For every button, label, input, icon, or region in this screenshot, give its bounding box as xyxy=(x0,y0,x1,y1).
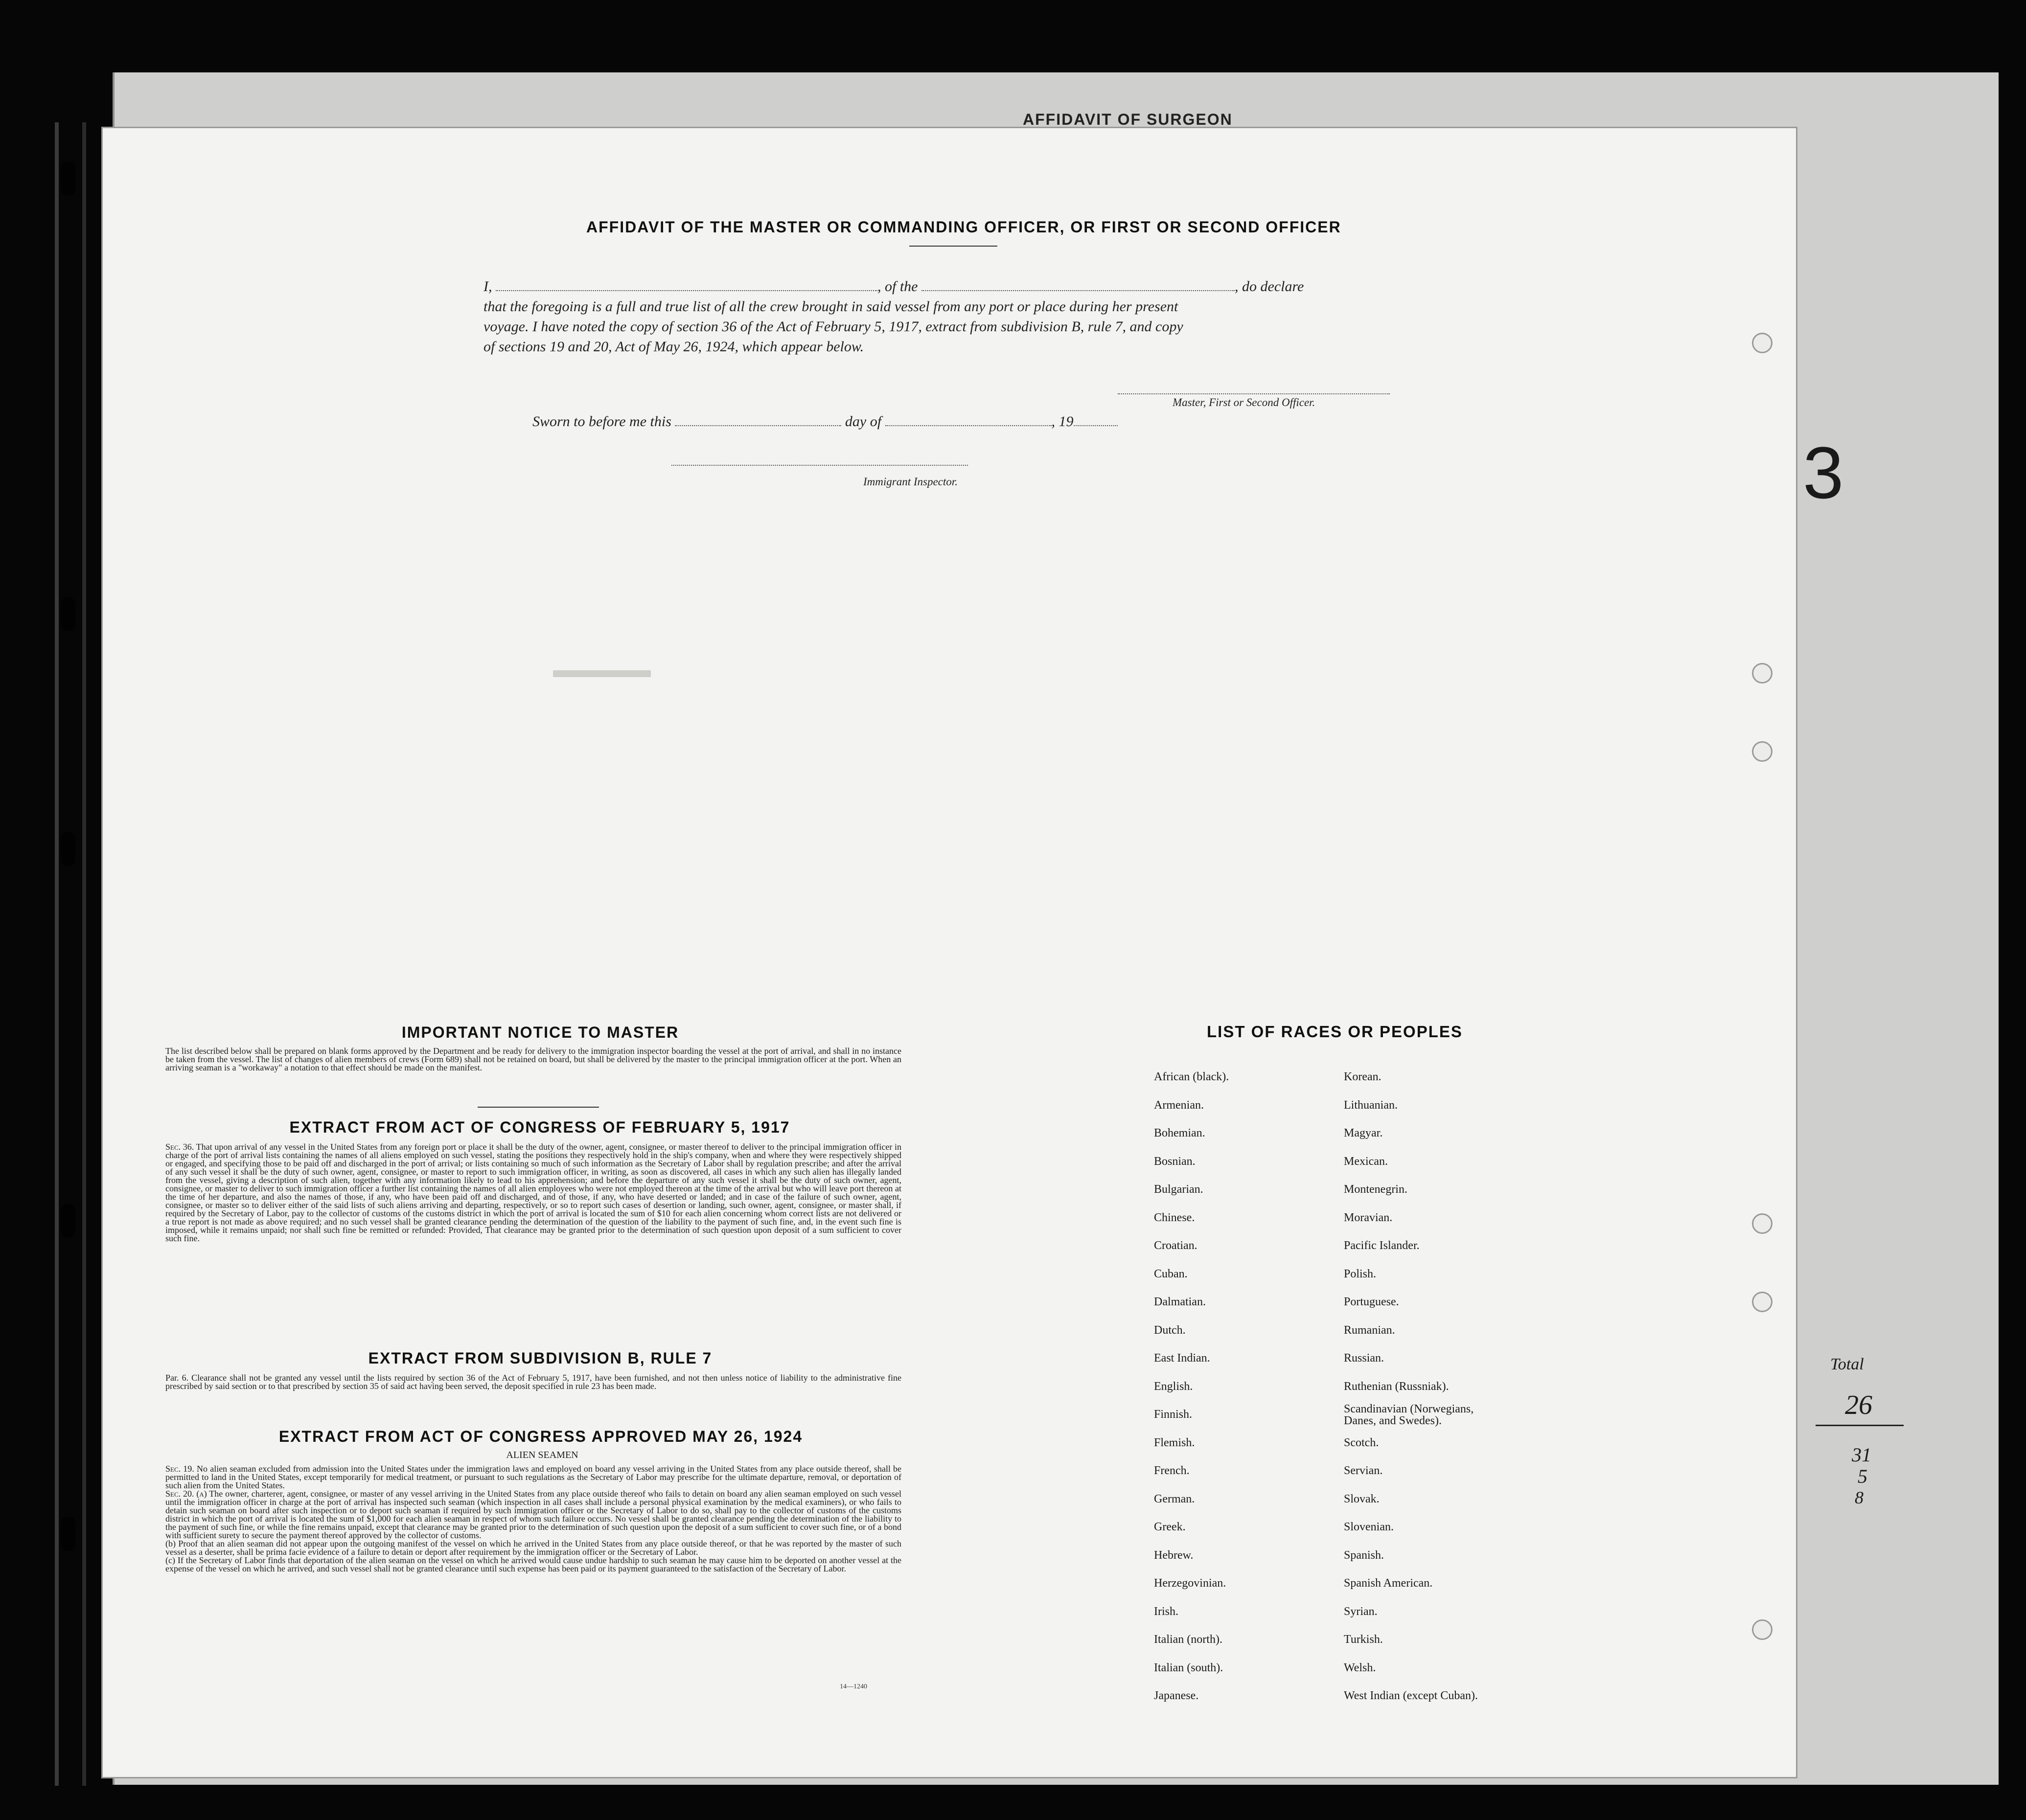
margin-underline xyxy=(1816,1425,1904,1426)
race-item: West Indian (except Cuban). xyxy=(1344,1689,1478,1702)
race-item: Lithuanian. xyxy=(1344,1099,1398,1112)
race-item: French. xyxy=(1154,1464,1190,1477)
race-item: Scotch. xyxy=(1344,1436,1379,1449)
race-item: African (black). xyxy=(1154,1070,1229,1083)
underlying-sheet-header: AFFIDAVIT OF SURGEON xyxy=(1023,111,1233,128)
erased-mark xyxy=(553,670,651,677)
binder-hole xyxy=(61,1517,75,1551)
race-item: Bosnian. xyxy=(1154,1155,1196,1168)
race-item: Greek. xyxy=(1154,1521,1186,1533)
race-item: Slovenian. xyxy=(1344,1521,1394,1533)
margin-page-number: 3 xyxy=(1803,432,1844,514)
race-item: Cuban. xyxy=(1154,1268,1188,1280)
race-item: Italian (north). xyxy=(1154,1633,1222,1646)
race-item: Croatian. xyxy=(1154,1239,1197,1252)
race-item: Armenian. xyxy=(1154,1099,1204,1112)
binding-edge-strip xyxy=(55,122,59,1786)
binder-hole xyxy=(61,832,75,866)
name-blank[interactable] xyxy=(496,278,877,291)
race-item: Irish. xyxy=(1154,1605,1178,1618)
declaration-text xyxy=(483,276,1423,357)
extract-1917-text: Sec. 36. That upon arrival of any vessel in the United States from any foreign port or place it shall be the duty of the owner, agent, consignee, or master thereof to deliver to the principal immigration officer in charge of the port of arrival lists containing the names of all aliens employed on such vessel, stating the positions they respectively hold in the ship's company, when and where they were respectively shipped or engaged, and specifying those to be paid off and discharged in the port of arrival; or lists containing so much of such information as the Secretary of Labor shall by regulation prescribe; and after the arrival of any such vessel it shall be the duty of such owner, agent, consignee, or master to report to such immigration officer, in writing, as soon as discovered, all cases in which any such alien has illegally landed from the vessel, giving a description of such alien, together with any information likely to lead to his apprehension; and before the departure of any such vessel it shall be the duty of such owner, agent, consignee, or master to deliver to such immigration officer a further list containing the names of all alien employees who were not employed thereon at the time of the arrival but who will leave port thereon at the time of her departure, and also the names of those, if any, who have been paid off and discharged, and of those, if any, who have deserted or landed; and in case of the failure of such owner, agent, consignee, or master so to deliver either of the said lists of such aliens arriving and departing, respectively, or so to report such cases of desertion or landing, such owner, agent, consignee, or master shall, if required by the Secretary of Labor, pay to the collector of customs of the customs district in which the port of arrival is located the sum of $10 for each alien concerning whom correct lists are not delivered or a true report is not made as above required; and no such vessel shall be granted clearance pending the determination of the question of the liability to the payment of such fine, and, in the event such fine is imposed, while it remains unpaid; nor shall such fine be remitted or refunded: Provided, That clearance may be granted prior to the determination of such question upon deposit of a sum sufficient to cover such fine. xyxy=(165,1143,901,1243)
race-item: Welsh. xyxy=(1344,1661,1376,1674)
race-item: Portuguese. xyxy=(1344,1296,1399,1308)
extract-1924-subtitle: ALIEN SEAMEN xyxy=(506,1450,578,1460)
race-item: German. xyxy=(1154,1493,1195,1505)
month-blank[interactable] xyxy=(885,414,1052,426)
race-item: Scandinavian (Norwegians, Danes, and Swedes). xyxy=(1344,1403,1474,1427)
day-blank[interactable] xyxy=(675,414,841,426)
signature-label: Master, First or Second Officer. xyxy=(1173,396,1315,409)
race-item: Chinese. xyxy=(1154,1211,1195,1224)
binder-hole xyxy=(61,597,75,631)
punch-hole xyxy=(1752,1213,1773,1234)
race-item: Mexican. xyxy=(1344,1155,1388,1168)
race-item: Herzegovinian. xyxy=(1154,1577,1226,1590)
race-item: Turkish. xyxy=(1344,1633,1383,1646)
race-item: Finnish. xyxy=(1154,1408,1193,1421)
race-item: Flemish. xyxy=(1154,1436,1195,1449)
year-blank[interactable] xyxy=(1074,414,1118,426)
margin-total-label: Total xyxy=(1830,1355,1864,1373)
race-item: Bohemian. xyxy=(1154,1127,1205,1139)
race-item: Spanish. xyxy=(1344,1549,1384,1562)
sec-20b-paragraph: (b) Proof that an alien seaman did not appear upon the outgoing manifest of the vessel on which he arrived in the United States from any place outside thereof, or that he was reported by the master of such vessel as a deserter, shall be prima facie evidence of a failure to detain or deport after requirement by the immigration officer or the Secretary of Labor. xyxy=(165,1539,901,1557)
form-number: 14—1240 xyxy=(840,1683,867,1690)
extract-1924-text xyxy=(165,1465,901,1675)
race-item: Spanish American. xyxy=(1344,1577,1433,1590)
notice-text: The list described below shall be prepared on blank forms approved by the Department and be ready for delivery to the immigration inspector boarding the vessel at the port of arrival, and shall in no instance be taken from the vessel. The list of changes of alien members of crews (Form 689) shall not be retained on board, but shall be delivered by the master to the principal immigration officer at the port. When an arriving seaman is a "workaway" a notation to that effect should be made on the manifest. xyxy=(165,1046,901,1072)
declaration-line-3: voyage. I have noted the copy of section 36 of the Act of February 5, 1917, extract from subdivision B, rule 7, and copy xyxy=(483,318,1183,335)
race-item: East Indian. xyxy=(1154,1352,1210,1365)
signature-line xyxy=(1118,393,1390,394)
race-item: Montenegrin. xyxy=(1344,1183,1407,1196)
race-item: English. xyxy=(1154,1380,1193,1393)
margin-tally-3: 8 xyxy=(1855,1488,1864,1507)
punch-hole xyxy=(1752,333,1773,353)
title-underline xyxy=(909,246,997,247)
binder-hole xyxy=(61,1204,75,1238)
declaration-line-1: I, , of the , do declare xyxy=(483,278,1304,295)
race-item: Pacific Islander. xyxy=(1344,1239,1420,1252)
race-item: Hebrew. xyxy=(1154,1549,1194,1562)
sec-19-paragraph: Sec. 19. No alien seaman excluded from admission into the United States under the immigration laws and employed on board any vessel arriving in the United States from any place outside thereof, shall be permitted to land in the United States, except temporarily for medical treatment, or pursuant to such regulations as the Secretary of Labor may prescribe for the ultimate departure, removal, or deportation of such alien from the United States. xyxy=(165,1465,901,1490)
race-item: Syrian. xyxy=(1344,1605,1378,1618)
margin-tally-1: 31 xyxy=(1852,1444,1871,1466)
race-item: Rumanian. xyxy=(1344,1324,1395,1337)
race-item: Moravian. xyxy=(1344,1211,1393,1224)
vessel-blank[interactable] xyxy=(921,278,1235,291)
margin-tally-2: 5 xyxy=(1858,1465,1867,1487)
punch-hole xyxy=(1752,741,1773,762)
race-item: Servian. xyxy=(1344,1464,1383,1477)
punch-hole xyxy=(1752,1619,1773,1640)
extract-1917-title: EXTRACT FROM ACT OF CONGRESS OF FEBRUARY 5, 1917 xyxy=(289,1118,790,1136)
binder-hole xyxy=(61,161,75,196)
section-divider xyxy=(478,1107,599,1108)
race-item: Slovak. xyxy=(1344,1493,1380,1505)
inspector-label: Immigrant Inspector. xyxy=(863,476,958,488)
sec-20c-paragraph: (c) If the Secretary of Labor finds that deportation of the alien seaman on the vessel on which he arrived would cause undue hardship to such seaman he may cause him to be deported on another vessel at the expense of the vessel on which he arrived, and such vessel shall not be granted clearance until such expense has been paid or its payment guaranteed to the satisfaction of the Secretary of Labor. xyxy=(165,1555,901,1573)
sec-20a-paragraph: Sec. 20. (a) The owner, charterer, agent, consignee, or master of any vessel arriving in the United States from any place outside thereof who fails to detain on board any alien seaman employed on such vessel until the immigration officer in charge at the port of arrival has inspected such seaman (which inspection in all cases shall include a personal physical examination by the medical examiners), or who fails to detain such seaman on board after such inspection or to deport such seaman if required by such immigration officer or the Secretary of Labor to do so, shall pay to the collector of customs of the customs district in which the port of arrival is located the sum of $1,000 for each alien seaman in respect of whom such failure occurs. No vessel shall be granted clearance pending the determination of the liability to the payment of such fine, or while the fine remains unpaid, except that clearance may be granted prior to the determination of such question upon the deposit of a sum sufficient to cover such fine, or of a bond with sufficient surety to secure the payment thereof approved by the collector of customs. xyxy=(165,1489,901,1540)
extract-1924-title: EXTRACT FROM ACT OF CONGRESS APPROVED MAY 26, 1924 xyxy=(278,1428,803,1445)
extract-rule7-text: Par. 6. Clearance shall not be granted any vessel until the lists required by section 36 of the Act of February 5, 1917, have been furnished, and not then unless notice of liability to the administrative fine prescribed by said section or to that prescribed by section 35 of said act having been served, the deposit specified in rule 23 has been made. xyxy=(165,1373,901,1391)
race-item: Italian (south). xyxy=(1154,1661,1223,1674)
race-item: Polish. xyxy=(1344,1268,1377,1280)
race-item: Magyar. xyxy=(1344,1127,1383,1139)
notice-title: IMPORTANT NOTICE TO MASTER xyxy=(401,1024,679,1041)
race-item: Japanese. xyxy=(1154,1689,1199,1702)
race-item: Russian. xyxy=(1344,1352,1384,1365)
declaration-line-2: that the foregoing is a full and true list of all the crew brought in said vessel from any port or place during her present xyxy=(483,298,1178,315)
affidavit-title: AFFIDAVIT OF THE MASTER OR COMMANDING OFFICER, OR FIRST OR SECOND OFFICER xyxy=(586,218,1341,236)
punch-hole xyxy=(1752,663,1773,683)
races-title: LIST OF RACES OR PEOPLES xyxy=(1207,1023,1463,1041)
race-item: Dalmatian. xyxy=(1154,1296,1206,1308)
race-item: Bulgarian. xyxy=(1154,1183,1203,1196)
sworn-line: Sworn to before me this day of , 19 xyxy=(532,413,1118,430)
race-item: Ruthenian (Russniak). xyxy=(1344,1380,1449,1393)
declaration-line-4: of sections 19 and 20, Act of May 26, 1924, which appear below. xyxy=(483,339,864,355)
extract-rule7-title: EXTRACT FROM SUBDIVISION B, RULE 7 xyxy=(368,1349,713,1367)
punch-hole xyxy=(1752,1292,1773,1312)
margin-total-value: 26 xyxy=(1845,1390,1872,1420)
inspector-signature-line xyxy=(671,465,968,466)
race-item: Korean. xyxy=(1344,1070,1381,1083)
race-item: Dutch. xyxy=(1154,1324,1186,1337)
binding-edge-strip-2 xyxy=(82,122,86,1786)
